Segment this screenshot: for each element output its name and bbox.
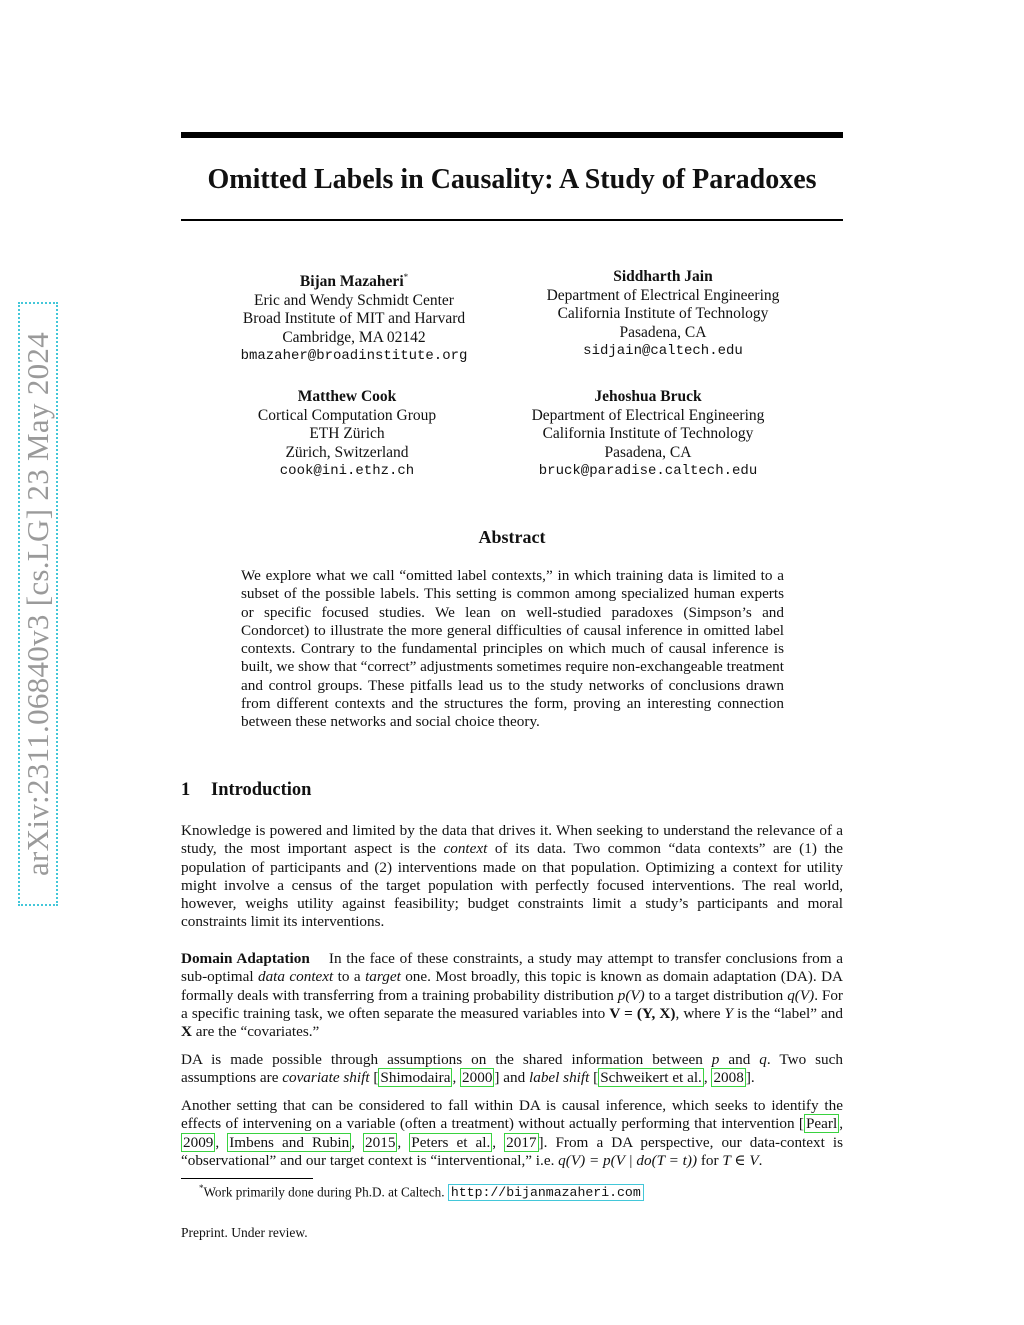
- author-affiliation: California Institute of Technology: [542, 425, 754, 442]
- citation-link[interactable]: 2008: [713, 1069, 744, 1087]
- citation-link[interactable]: 2009: [183, 1133, 214, 1151]
- domain-adaptation-paragraph: Domain Adaptation In the face of these constraints, a study may attempt to transfer conclusions from a sub-optimal data context to a target one. Most broadly, this topic is known as domain adaptation (DA). DA formally deals with transferring from a training probability distribution p(V) to a target distribution q(V). For a specific training task, we often separate the measured variables into V = (Y, X), where Y is the “label” and X are the “covariates.”: [181, 950, 844, 1041]
- math: T ∈ V: [722, 1151, 759, 1169]
- preprint-note: Preprint. Under review.: [181, 1225, 308, 1240]
- author-affiliation: Cortical Computation Group: [257, 406, 437, 424]
- author-block: [189, 268, 519, 366]
- arxiv-stamp-text: arXiv:2311.06840v3 [cs.LG] 23 May 2024: [20, 331, 55, 877]
- section-title: Introduction: [211, 780, 312, 800]
- author-email[interactable]: sidjain@caltech.edu: [583, 343, 743, 359]
- author-block: [498, 268, 828, 361]
- citation-link[interactable]: Imbens and Rubin: [229, 1133, 350, 1151]
- author-email[interactable]: bruck@paradise.caltech.edu: [538, 463, 758, 479]
- author-name: Matthew Cook: [297, 388, 397, 405]
- math: V = (Y, X): [609, 1004, 676, 1022]
- title-top-rule: [181, 132, 843, 138]
- intro-paragraph: Another setting that can be considered to fall within DA is causal inference, which seeks to identify the effects of intervening on a variable (often a treatment) without actually performing that intervention [ Pearl , 2009 , Imbens and Rubin , 2015 , Peters et al. , 2017 ]. From a DA perspective, our data-context is “observational” and our target context is “interventional,” i.e. q(V) = p(V | do(T = t)) for T ∈ V.: [181, 1097, 844, 1169]
- math: q(V): [787, 986, 815, 1004]
- section-heading: [181, 780, 311, 801]
- math: X: [181, 1023, 192, 1041]
- intro-paragraph: DA is made possible through assumptions on the shared information between p and q. Two such assumptions are covariate shift [ Shimodaira , 2000 ] and label shift [ Schweikert et al. , 2008 ].: [181, 1051, 843, 1087]
- math: p(V): [617, 986, 645, 1004]
- author-affiliation: Zürich, Switzerland: [285, 443, 409, 461]
- author-affiliation: California Institute of Technology: [557, 305, 769, 322]
- intro-paragraph: Knowledge is powered and limited by the data that drives it. When seeking to understand the relevance of a study, the most important aspect is the context of its data. Two common “data contexts” are (1) the population of participants and (2) interventions made on that population. Optimizing a context for utility might involve a census of the target population with perfectly focused interventions. The real world, however, weighs utility against feasibility; budget constraints limit a study’s participants and moral constraints limit its interventions.: [181, 822, 844, 931]
- footnote-url-link[interactable]: http://bijanmazaheri.com: [448, 1184, 644, 1201]
- citation-link[interactable]: Shimodaira: [380, 1069, 451, 1087]
- math: q(V) = p(V | do(T = t)): [558, 1151, 698, 1169]
- title-bottom-rule: [181, 219, 843, 221]
- author-block: [182, 388, 512, 481]
- citation-link[interactable]: 2000: [462, 1069, 493, 1087]
- author-email[interactable]: bmazaher@broadinstitute.org: [240, 348, 468, 365]
- abstract-text: We explore what we call “omitted label contexts,” in which training data is limited to a subset of the possible labels. This setting is common among specialized human experts or specific focused studies. We lean on well-studied paradoxes (Simpson’s and Condorcet) to illustrate the more general difficulties of causal inference in omitted label contexts. Contrary to the fundamental principles on which much of causal inference is built, we show that “correct” adjustments sometimes require non-exchangeable treatment and control groups. These pitfalls lead us to the study networks of conclusions drawn from different contexts and the structures the form, proving an interesting connection between these networks and social choice theory.: [241, 567, 784, 731]
- arxiv-stamp[interactable]: [18, 302, 58, 906]
- author-affiliation: Department of Electrical Engineering: [546, 286, 780, 304]
- citation-link[interactable]: 2017: [506, 1133, 537, 1151]
- author-email[interactable]: cook@ini.ethz.ch: [279, 463, 415, 479]
- paper-title: Omitted Labels in Causality: A Study of Paradoxes: [207, 164, 817, 195]
- author-block: [483, 388, 813, 481]
- author-affiliation: Broad Institute of MIT and Harvard: [242, 310, 466, 328]
- author-affiliation: Eric and Wendy Schmidt Center: [254, 291, 454, 309]
- abstract-heading: Abstract: [478, 527, 546, 547]
- citation-link[interactable]: Pearl: [805, 1115, 838, 1133]
- section-number: 1: [181, 780, 191, 800]
- author-name: Siddharth Jain: [613, 268, 713, 285]
- author-name: Jehoshua Bruck: [594, 388, 702, 405]
- paragraph-heading: Domain Adaptation: [181, 950, 310, 967]
- footnote: *Work primarily done during Ph.D. at Caltech. http://bijanmazaheri.com: [181, 1180, 843, 1201]
- author-affiliation: Pasadena, CA: [619, 323, 707, 341]
- author-affiliation: ETH Zürich: [309, 425, 385, 442]
- author-name: Bijan Mazaheri*: [299, 272, 409, 291]
- citation-link[interactable]: Peters et al.: [411, 1133, 491, 1151]
- citation-link[interactable]: Schweikert et al.: [600, 1069, 702, 1087]
- footnote-rule: [181, 1178, 313, 1179]
- author-affiliation: Department of Electrical Engineering: [531, 406, 765, 424]
- citation-link[interactable]: 2015: [365, 1133, 396, 1151]
- math: Y: [724, 1004, 733, 1022]
- author-affiliation: Cambridge, MA 02142: [282, 328, 426, 346]
- author-affiliation: Pasadena, CA: [604, 443, 692, 461]
